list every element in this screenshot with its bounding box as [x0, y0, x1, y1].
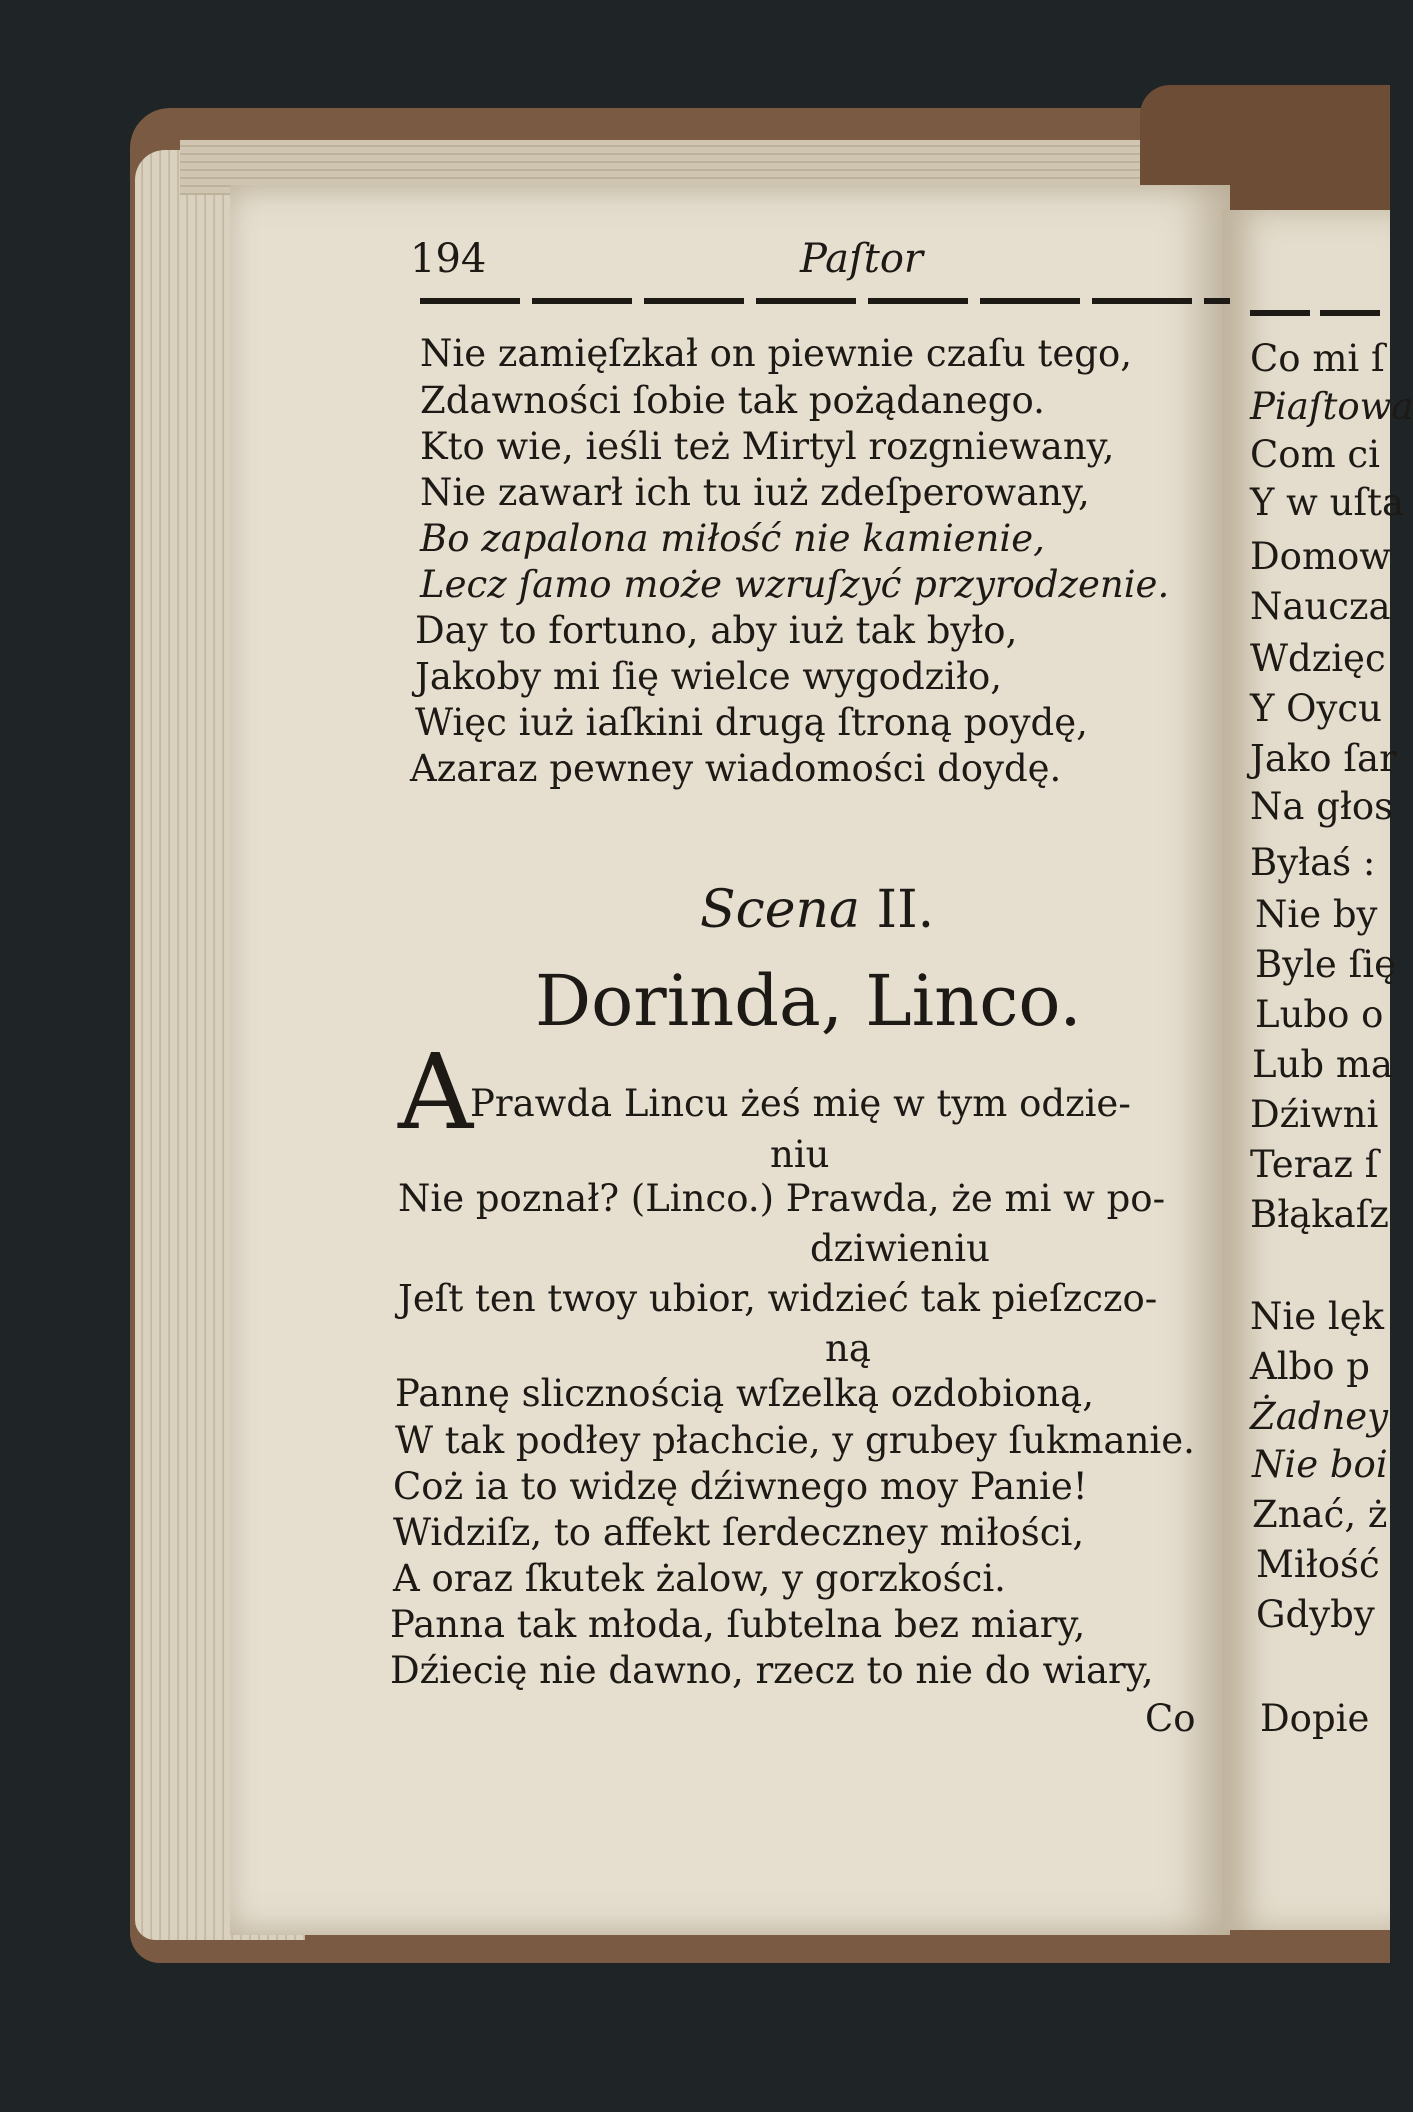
dialogue-line: dziwieniu [810, 1227, 990, 1270]
verse-line: Lecz ſamo może wzruſzyć przyrodzenie. [420, 563, 1170, 606]
dialogue-line: Coż ia to widzę dźiwnego moy Panie! [393, 1465, 1088, 1508]
right-page-line: Byłaś : [1250, 841, 1376, 884]
right-page-line: Domow [1250, 535, 1391, 578]
verse-line: Nie zawarł ich tu iuż zdeſperowany, [420, 471, 1090, 514]
right-page-line: Nie boi [1252, 1443, 1388, 1486]
verse-line: Kto wie, ieśli też Mirtyl rozgniewany, [420, 425, 1115, 468]
scene-word: Scena [700, 880, 861, 940]
dialogue-line: ną [825, 1327, 871, 1370]
right-page-line: Lub ma [1252, 1043, 1393, 1086]
scene-number: II. [876, 880, 935, 940]
header-rule-right [1250, 310, 1390, 316]
right-page-line: Błąkaſz [1250, 1193, 1389, 1236]
persons-heading: Dorinda, Linco. [535, 960, 1082, 1042]
right-page-line: Żadney [1250, 1395, 1389, 1438]
page-number: 194 [410, 236, 487, 282]
verse-line: Jakoby mi ſię wielce wygodziło, [415, 655, 1002, 698]
verse-line: Bo zapalona miłość nie kamienie, [420, 517, 1045, 560]
right-page-line: Znać, ż [1252, 1493, 1388, 1536]
right-page-line: Lubo o [1255, 993, 1384, 1036]
verse-line: Zdawności ſobie tak pożądanego. [420, 379, 1045, 422]
dialogue-line: A oraz ſkutek żalow, y gorzkości. [393, 1557, 1006, 1600]
verse-line: Więc iuż iaſkini drugą ſtroną poydę, [415, 701, 1088, 744]
right-page-line: Gdyby [1256, 1593, 1375, 1636]
verse-line: Azaraz pewney wiadomości doydę. [410, 747, 1062, 790]
right-page-line: Teraz ſ [1250, 1143, 1379, 1186]
drop-cap: A [398, 1031, 474, 1153]
dialogue-line: W tak podłey płachcie, y grubey ſukmanie. [395, 1419, 1195, 1462]
right-page-line: Com ci [1250, 433, 1380, 476]
dialogue-line: Nie poznał? (Linco.) Prawda, że mi w po- [398, 1177, 1166, 1220]
right-page-line: Miłość [1256, 1543, 1380, 1586]
running-title: Paſtor [800, 236, 924, 282]
dialogue-line: Panna tak młoda, ſubtelna bez miary, [390, 1603, 1086, 1646]
header-rule [420, 298, 1230, 304]
right-page-line: Dopie [1260, 1697, 1370, 1740]
right-page-line: Dźiwni [1250, 1093, 1379, 1136]
scene-heading [700, 880, 934, 940]
right-page-line: Naucza [1250, 585, 1391, 628]
right-page-line: Jako ſar [1250, 737, 1397, 780]
dialogue-line: niu [770, 1133, 830, 1176]
right-page-line: Y w uſta [1250, 481, 1405, 524]
right-page-line: Piaſtowa [1250, 385, 1413, 428]
right-page-line: Y Oycu [1250, 687, 1382, 730]
verse-line: Day to fortuno, aby iuż tak było, [415, 609, 1018, 652]
right-page-line: Co mi ſ [1250, 337, 1385, 380]
right-page-line: Albo p [1250, 1345, 1370, 1388]
dialogue-line: Prawda Lincu żeś mię w tym odzie- [470, 1082, 1131, 1125]
right-page-line: Nie by [1255, 893, 1378, 936]
catchword: Co [1145, 1697, 1196, 1740]
dialogue-line: Dźiecię nie dawno, rzecz to nie do wiary, [390, 1649, 1154, 1692]
right-page-line: Nie lęk [1250, 1295, 1385, 1338]
dialogue-line: Widziſz, to affekt ſerdeczney miłości, [393, 1511, 1085, 1554]
right-page-line: Byle ſię [1255, 943, 1397, 986]
right-page-line: Na głos [1250, 785, 1394, 828]
dialogue-line: Pannę slicznością wſzelką ozdobioną, [395, 1372, 1094, 1415]
right-page-line: Wdzięc [1250, 637, 1386, 680]
dialogue-line: Jeſt ten twoy ubior, widzieć tak pieſzczo- [398, 1277, 1158, 1320]
verse-line: Nie zamięſzkał on piewnie czaſu tego, [420, 332, 1132, 375]
